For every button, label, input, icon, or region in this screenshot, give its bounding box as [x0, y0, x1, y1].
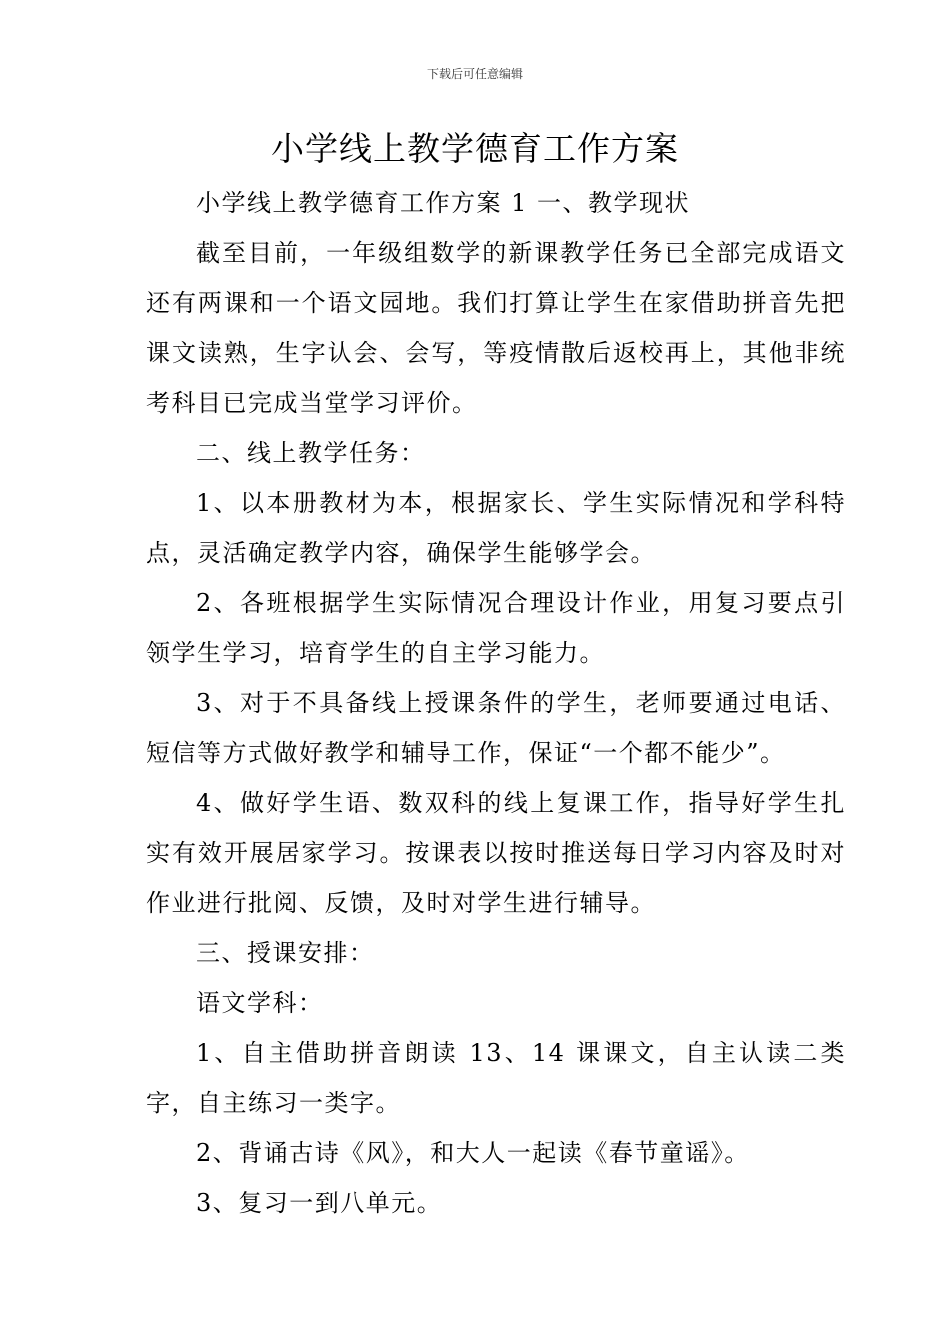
paragraph-chinese-2: 2、背诵古诗《风》，和大人一起读《春节童谣》。 [196, 1139, 750, 1167]
paragraph-task-4: 4、做好学生语、数双科的线上复课工作，指导好学生扎实有效开展居家学习。按课表以按时推送每日学习内容及时对作业进行批阅、反馈，及时对学生进行辅导。 [146, 789, 846, 917]
paragraph-chinese-1: 1、自主借助拼音朗读 13、14 课课文，自主认读二类字，自主练习一类字。 [146, 1039, 846, 1117]
document-title: 小学线上教学德育工作方案 [271, 129, 679, 168]
section-heading-schedule: 三、授课安排： [196, 939, 375, 967]
paragraph-chinese-3: 3、复习一到八单元。 [196, 1189, 443, 1217]
paragraph-task-3: 3、对于不具备线上授课条件的学生，老师要通过电话、短信等方式做好教学和辅导工作，保证“一个都不能少”。 [146, 689, 846, 767]
paragraph-current-status: 截至目前，一年级组数学的新课教学任务已全部完成语文还有两课和一个语文园地。我们打算让学生在家借助拼音先把课文读熟，生字认会、会写，等疫情散后返校再上，其他非统考科目已完成当堂学习评价。 [146, 239, 846, 417]
paragraph-intro: 小学线上教学德育工作方案 1 一、教学现状 [196, 189, 691, 217]
subheading-chinese-subject: 语文学科： [196, 989, 324, 1017]
section-heading-online-tasks: 二、线上教学任务： [196, 439, 426, 467]
paragraph-task-2: 2、各班根据学生实际情况合理设计作业，用复习要点引领学生学习，培育学生的自主学习能力。 [146, 589, 846, 667]
header-note: 下载后可任意编辑 [426, 67, 523, 81]
document-body [146, 178, 846, 1228]
paragraph-task-1: 1、以本册教材为本，根据家长、学生实际情况和学科特点，灵活确定教学内容，确保学生能够学会。 [146, 489, 846, 567]
